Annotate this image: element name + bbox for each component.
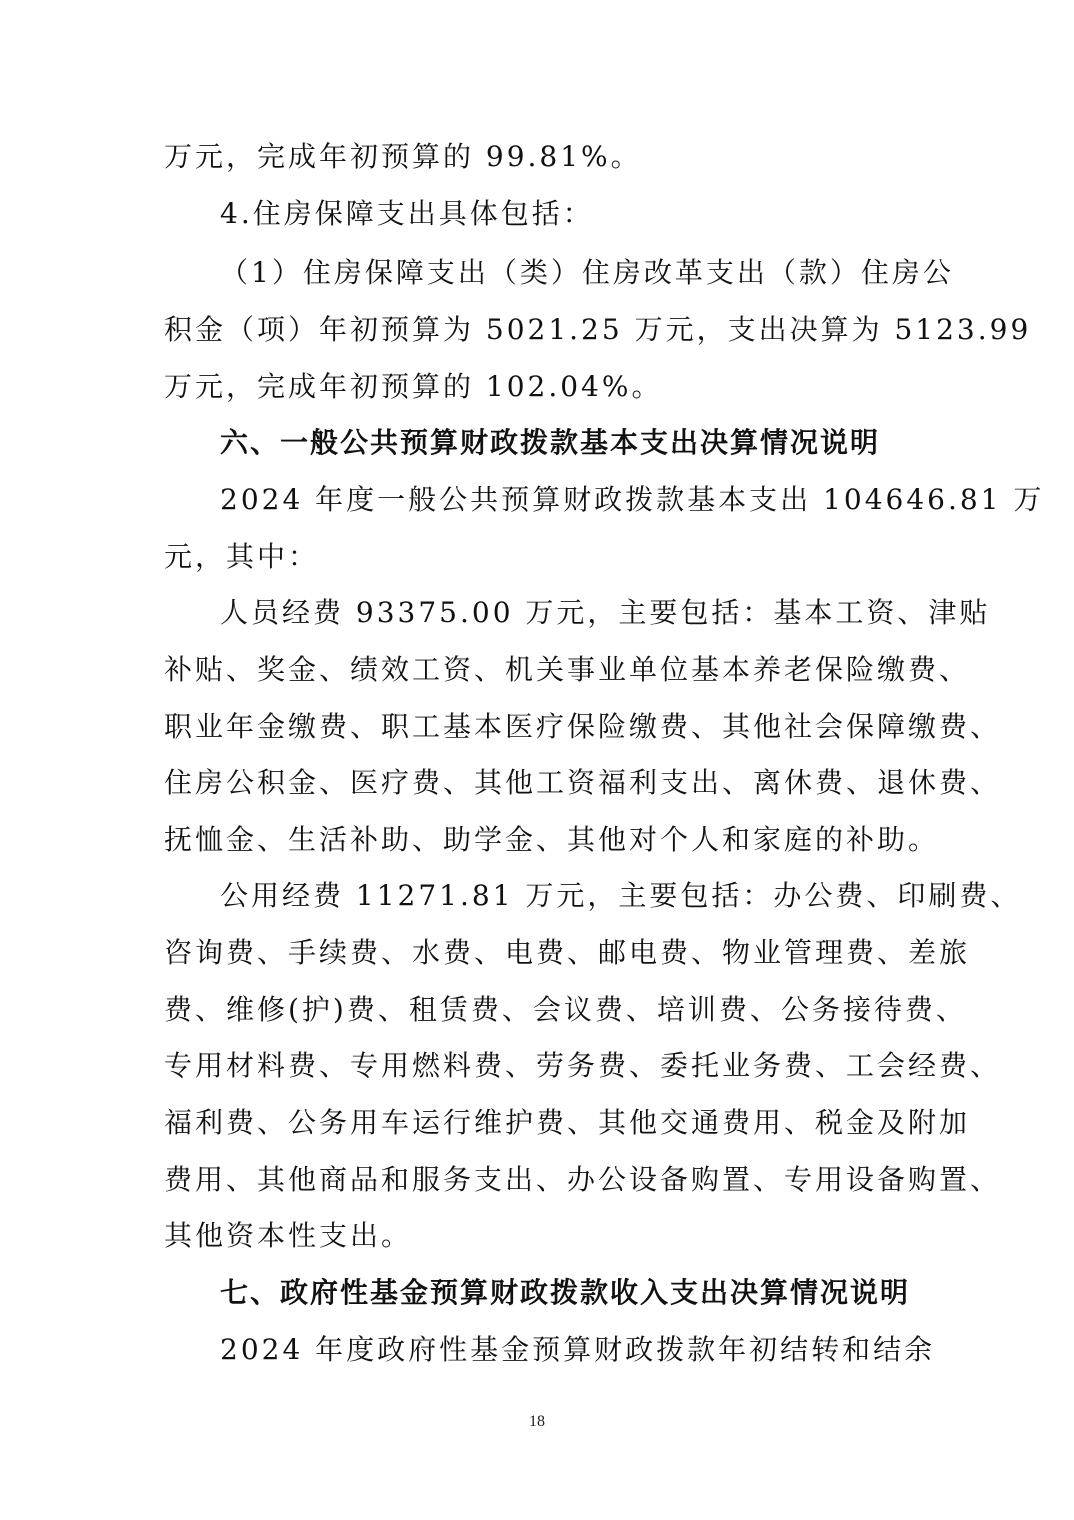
page-number: 18 — [529, 1413, 545, 1430]
text-line-13: 抚恤金、生活补助、助学金、其他对个人和家庭的补助。 — [164, 823, 940, 856]
text-line-15: 咨询费、手续费、水费、电费、邮电费、物业管理费、差旅 — [164, 936, 971, 969]
text-line-3: （1）住房保障支出（类）住房改革支出（款）住房公 — [220, 256, 954, 289]
text-line-16: 费、维修(护)费、租赁费、会议费、培训费、公务接待费、 — [164, 993, 967, 1026]
text-line-2: 4.住房保障支出具体包括： — [220, 197, 594, 230]
section-heading-7: 七、政府性基金预算财政拨款收入支出决算情况说明 — [220, 1276, 911, 1309]
text-line-11: 职业年金缴费、职工基本医疗保险缴费、其他社会保障缴费、 — [164, 710, 1002, 743]
text-line-8: 元，其中： — [164, 540, 320, 573]
text-line-4: 积金（项）年初预算为 5021.25 万元，支出决算为 5123.99 — [164, 313, 1032, 346]
text-line-20: 其他资本性支出。 — [164, 1219, 413, 1252]
text-line-7: 2024 年度一般公共预算财政拨款基本支出 104646.81 万 — [220, 483, 1045, 516]
text-line-5: 万元，完成年初预算的 102.04%。 — [164, 370, 663, 403]
text-line-10: 补贴、奖金、绩效工资、机关事业单位基本养老保险缴费、 — [164, 653, 971, 686]
section-heading-6: 六、一般公共预算财政拨款基本支出决算情况说明 — [220, 426, 881, 459]
text-line-14: 公用经费 11271.81 万元，主要包括：办公费、印刷费、 — [220, 879, 1022, 912]
text-line-17: 专用材料费、专用燃料费、劳务费、委托业务费、工会经费、 — [164, 1049, 1002, 1082]
text-line-19: 费用、其他商品和服务支出、办公设备购置、专用设备购置、 — [164, 1163, 1002, 1196]
text-line-12: 住房公积金、医疗费、其他工资福利支出、离休费、退休费、 — [164, 766, 1002, 799]
text-line-22: 2024 年度政府性基金预算财政拨款年初结转和结余 — [220, 1333, 936, 1366]
text-line-9: 人员经费 93375.00 万元，主要包括：基本工资、津贴 — [220, 596, 991, 629]
text-line-18: 福利费、公务用车运行维护费、其他交通费用、税金及附加 — [164, 1106, 971, 1139]
text-line-1: 万元，完成年初预算的 99.81%。 — [164, 140, 642, 173]
